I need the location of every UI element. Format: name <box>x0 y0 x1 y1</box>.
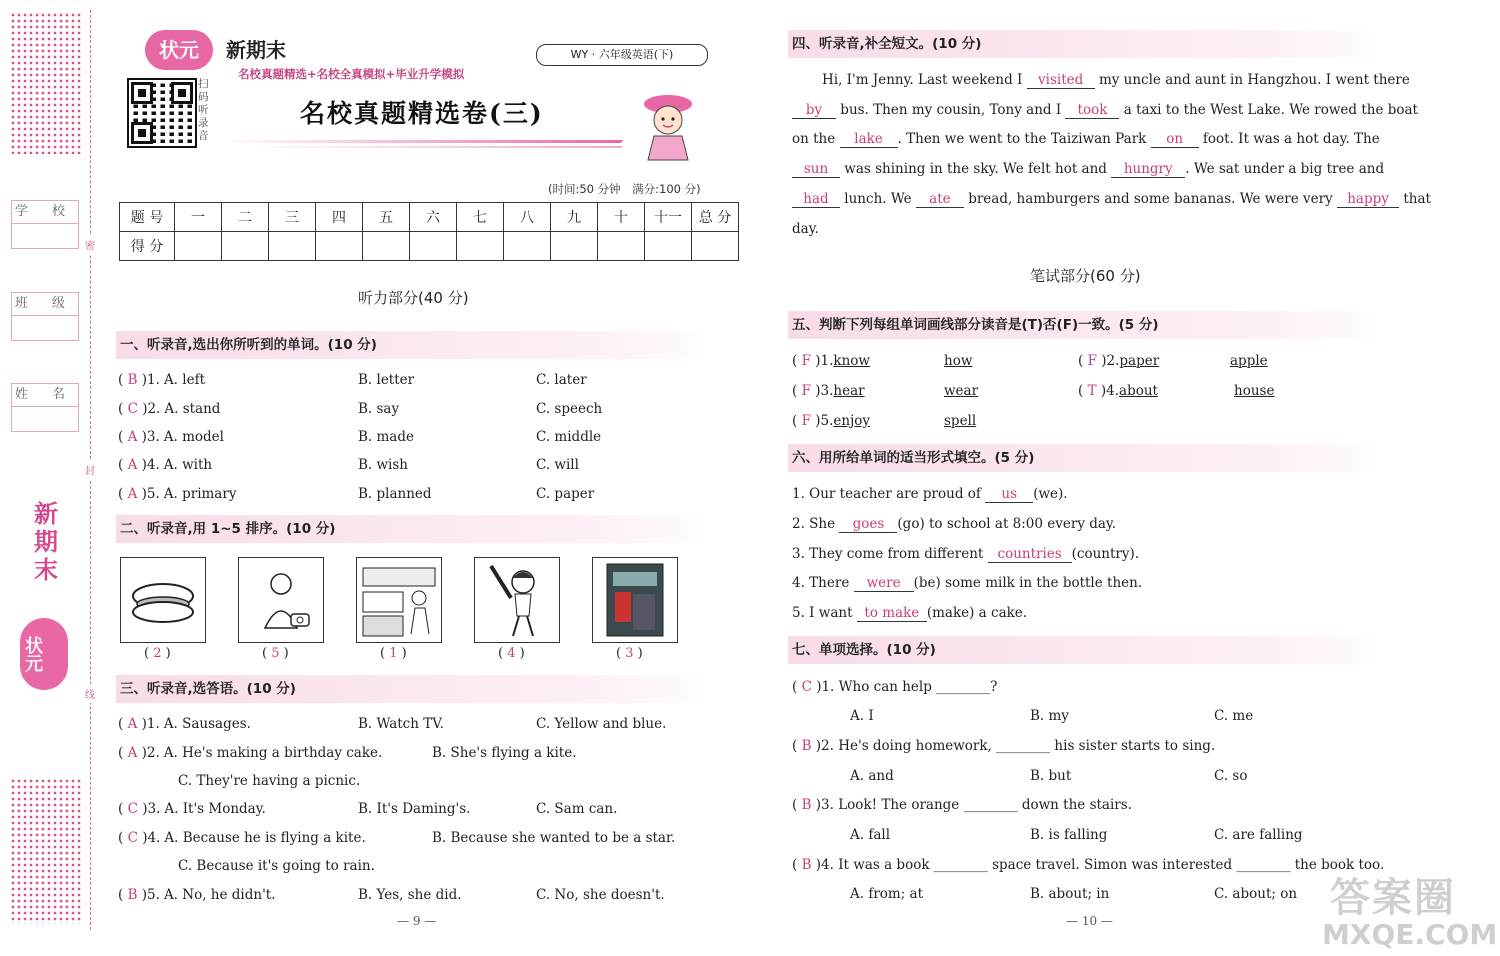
blank-8[interactable]: had <box>792 191 840 208</box>
word-pair: apple <box>1230 353 1268 369</box>
vertical-brand-name: 新期末 <box>34 500 58 584</box>
fill-blank[interactable]: goes <box>839 516 897 533</box>
passage-line-2: by bus. Then my cousin, Tony and I took a taxi to the West Lake. We rowed the boat <box>792 102 1418 119</box>
score-cell: 八 <box>504 203 551 232</box>
score-table-header-row <box>120 203 739 232</box>
picture-5-order: ( 3 ) <box>616 646 643 661</box>
listening-part-title: 听力部分(40 分) <box>358 289 469 307</box>
class-label: 班 级 <box>12 293 78 316</box>
option-b: B. made <box>358 429 414 445</box>
scan-note: 扫码听录音 <box>198 78 209 142</box>
option-b: B. letter <box>358 372 415 388</box>
word-pair: wear <box>944 383 979 399</box>
time-info: (时间:50 分钟 满分:100 分) <box>548 182 701 196</box>
brand-badge: 状元 <box>145 30 213 70</box>
fill-blank[interactable]: to make <box>857 605 927 622</box>
option-c: C. Yellow and blue. <box>536 716 667 732</box>
option-c: C. later <box>536 372 587 388</box>
option-b: B. Because she wanted to be a star. <box>432 830 676 846</box>
title-decoration-lines <box>222 132 642 150</box>
question-6-4: 4. There were (be) some milk in the bottle then. <box>792 575 1143 591</box>
school-label: 学 校 <box>12 201 78 224</box>
option-c: C. No, she doesn't. <box>536 887 665 903</box>
option-a: A. and <box>850 768 894 784</box>
option-b: B. planned <box>358 486 432 502</box>
option-c: C. paper <box>536 486 595 502</box>
blank-3[interactable]: took <box>1065 102 1119 119</box>
section-3-heading: 三、听录音,选答语。(10 分) <box>116 675 720 703</box>
blank-4[interactable]: lake <box>840 131 898 148</box>
seal-mark-mi: 密 <box>85 235 95 254</box>
passage-line-4: sun was shining in the sky. We felt hot and hungry . We sat under a big tree and <box>792 161 1384 178</box>
option-c: C. me <box>1214 708 1254 724</box>
qr-code[interactable] <box>127 78 197 148</box>
picture-2-order: ( 5 ) <box>262 646 289 661</box>
answer: A <box>127 429 138 445</box>
brand-name: 新期末 <box>226 38 286 62</box>
question-7-4: ( B )4. It was a book ________ space travel. Simon was interested ________ the book too. <box>792 857 1385 873</box>
option-c: C. speech <box>536 401 603 417</box>
question-3-1: ( A )1. A. Sausages. <box>118 716 251 732</box>
score-cell: 七 <box>457 203 504 232</box>
option-c: C. middle <box>536 429 602 445</box>
question-7-2: ( B )2. He's doing homework, ________ his sister starts to sing. <box>792 738 1216 754</box>
section-7-heading: 七、单项选择。(10 分) <box>788 636 1392 664</box>
question-1-3: ( A )3. A. model <box>118 429 224 445</box>
score-cell-label: 题 号 <box>120 203 175 232</box>
passage-line-3: on the lake . Then we went to the Taiziwan Park on foot. It was a hot day. The <box>792 131 1380 147</box>
option-b: B. but <box>1030 768 1072 784</box>
shopping-picture <box>356 557 442 643</box>
option-b: B. It's Daming's. <box>358 801 471 817</box>
school-field[interactable] <box>11 200 79 249</box>
passage-line-6: day. <box>792 221 819 237</box>
seal-mark-feng: 封 <box>85 460 95 479</box>
hot-dog-picture <box>120 557 206 643</box>
section-2-heading: 二、听录音,用 1~5 排序。(10 分) <box>116 515 720 543</box>
score-cell-total: 总 分 <box>692 203 739 232</box>
question-3-5: ( B )5. A. No, he didn't. <box>118 887 276 903</box>
option-c: C. are falling <box>1214 827 1303 843</box>
question-7-3: ( B )3. Look! The orange ________ down the stairs. <box>792 797 1132 813</box>
page-number-right: — 10 — <box>1066 914 1113 928</box>
score-cell: 五 <box>363 203 410 232</box>
book-cover-picture <box>592 557 678 643</box>
section-6-heading: 六、用所给单词的适当形式填空。(5 分) <box>788 444 1392 472</box>
blank-10[interactable]: happy <box>1337 191 1399 208</box>
blank-1[interactable]: visited <box>1027 72 1095 89</box>
score-row-label: 得 分 <box>120 232 175 261</box>
word-pair: spell <box>944 413 977 429</box>
vertical-brand-badge: 状元 <box>20 618 68 690</box>
fill-blank[interactable]: us <box>985 486 1033 503</box>
writing-part-title: 笔试部分(60 分) <box>1030 267 1141 285</box>
score-cell: 四 <box>316 203 363 232</box>
answer: A <box>127 486 138 502</box>
watermark-logo: 答案圈 <box>1330 875 1456 921</box>
option-c: C. They're having a picnic. <box>178 773 361 789</box>
question-5-1: ( F )1.know <box>792 353 870 369</box>
score-table-score-row <box>120 232 739 261</box>
section-1-heading: 一、听录音,选出你所听到的单词。(10 分) <box>116 331 720 359</box>
question-5-4: ( T )4.about <box>1078 383 1158 399</box>
question-7-1: ( C )1. Who can help ________? <box>792 679 998 695</box>
score-cell: 一 <box>175 203 222 232</box>
answer: C <box>127 401 138 417</box>
score-cell: 三 <box>269 203 316 232</box>
section-4-heading: 四、听录音,补全短文。(10 分) <box>788 30 1392 58</box>
answer: B <box>127 372 138 388</box>
option-c: C. will <box>536 457 579 473</box>
picture-4-order: ( 4 ) <box>498 646 525 661</box>
question-5-3: ( F )3.hear <box>792 383 865 399</box>
question-6-3: 3. They come from different countries (country). <box>792 546 1140 562</box>
option-c: C. Sam can. <box>536 801 618 817</box>
question-6-2: 2. She goes (go) to school at 8:00 every day. <box>792 516 1117 532</box>
blank-2[interactable]: by <box>792 102 836 119</box>
girl-phone-picture <box>238 557 324 643</box>
option-b: B. Watch TV. <box>358 716 444 732</box>
option-b: B. my <box>1030 708 1069 724</box>
blank-9[interactable]: ate <box>916 191 964 208</box>
section-5-heading: 五、判断下列每组单词画线部分读音是(T)否(F)一致。(5 分) <box>788 311 1392 339</box>
blank-6[interactable]: sun <box>792 161 840 178</box>
question-3-2: ( A )2. A. He's making a birthday cake. <box>118 745 383 761</box>
watermark-url: MXQE.COM <box>1322 918 1498 951</box>
baseball-player-picture <box>474 557 560 643</box>
class-field[interactable] <box>11 292 79 341</box>
option-a: A. fall <box>850 827 891 843</box>
margin-dot-pattern-top <box>10 12 82 154</box>
question-6-1: 1. Our teacher are proud of us (we). <box>792 486 1068 502</box>
blank-5[interactable]: on <box>1151 131 1199 148</box>
name-label: 姓 名 <box>12 384 78 407</box>
word-pair: how <box>944 353 973 369</box>
question-1-5: ( A )5. A. primary <box>118 486 237 502</box>
question-1-4: ( A )4. A. with <box>118 457 213 473</box>
question-1-1: ( B )1. A. left <box>118 372 205 388</box>
seal-mark-xian: 线 <box>85 684 95 703</box>
score-cell: 十一 <box>645 203 692 232</box>
score-cell: 九 <box>551 203 598 232</box>
option-a: A. from; at <box>850 886 924 902</box>
question-6-5: 5. I want to make (make) a cake. <box>792 605 1028 621</box>
option-a: A. I <box>850 708 874 724</box>
blank-7[interactable]: hungry <box>1111 161 1185 178</box>
margin-dot-pattern-bottom <box>10 778 82 924</box>
tagline: 名校真题精选+名校全真模拟+毕业升学模拟 <box>238 67 465 81</box>
option-b: B. about; in <box>1030 886 1110 902</box>
score-cell: 十 <box>598 203 645 232</box>
fill-blank[interactable]: were <box>854 575 914 592</box>
question-3-4: ( C )4. A. Because he is flying a kite. <box>118 830 366 846</box>
option-b: B. is falling <box>1030 827 1108 843</box>
score-cell: 二 <box>222 203 269 232</box>
question-3-3: ( C )3. A. It's Monday. <box>118 801 266 817</box>
score-cell: 六 <box>410 203 457 232</box>
option-b: B. wish <box>358 457 408 473</box>
answer: A <box>127 457 138 473</box>
option-c: C. about; on <box>1214 886 1298 902</box>
fill-blank[interactable]: countries <box>988 546 1072 563</box>
picture-1-order: ( 2 ) <box>144 646 171 661</box>
word-pair: house <box>1234 383 1275 399</box>
paper-title: 名校真题精选卷(三) <box>300 99 544 128</box>
grade-tag: WY · 六年级英语(下) <box>536 44 708 66</box>
picture-3-order: ( 1 ) <box>380 646 407 661</box>
score-table <box>119 202 739 261</box>
option-c: C. Because it's going to rain. <box>178 858 375 874</box>
page-number-left: — 9 — <box>397 914 437 928</box>
question-5-2: ( F )2.paper <box>1078 353 1160 369</box>
name-field[interactable] <box>11 383 79 432</box>
question-5-5: ( F )5.enjoy <box>792 413 871 429</box>
scholar-mascot-illustration <box>636 90 700 162</box>
passage-line-5: had lunch. We ate bread, hamburgers and some bananas. We were very happy that <box>792 191 1431 208</box>
question-1-2: ( C )2. A. stand <box>118 401 221 417</box>
option-b: B. say <box>358 401 400 417</box>
option-b: B. Yes, she did. <box>358 887 462 903</box>
passage-line-1: Hi, I'm Jenny. Last weekend I visited my uncle and aunt in Hangzhou. I went there <box>822 72 1410 88</box>
option-c: C. so <box>1214 768 1248 784</box>
option-b: B. She's flying a kite. <box>432 745 577 761</box>
